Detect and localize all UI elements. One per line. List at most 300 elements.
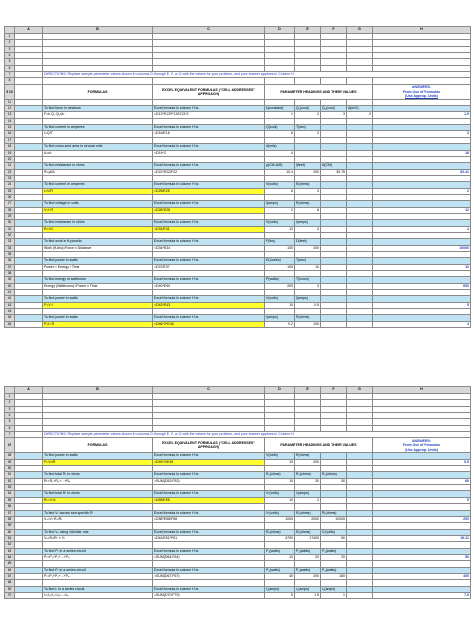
- formula-cell[interactable]: Power = Energy / Time: [43, 264, 153, 270]
- row-number[interactable]: 8: [5, 78, 15, 84]
- row-number[interactable]: 16: [5, 131, 15, 137]
- param-d[interactable]: 12: [265, 226, 295, 232]
- param-f[interactable]: 10000: [321, 516, 347, 522]
- row-number[interactable]: 69: [5, 586, 15, 592]
- row-number[interactable]: 18: [5, 144, 15, 150]
- column-header-b[interactable]: B: [43, 27, 153, 34]
- row-number[interactable]: 41: [5, 290, 15, 296]
- excel-formula-cell[interactable]: =D22*E22/F22: [153, 169, 265, 175]
- column-header-a[interactable]: A: [15, 387, 43, 394]
- row-number[interactable]: 6: [5, 425, 15, 431]
- param-e[interactable]: l(feet): [295, 163, 321, 169]
- param-d[interactable]: F(lbs): [265, 239, 295, 245]
- param-d[interactable]: 4700: [265, 535, 295, 541]
- excel-note[interactable]: Excel formula in column H is:: [153, 529, 265, 535]
- formula-cell[interactable]: Vₓ=Vₜ·Rₓ/Rₜ: [43, 516, 153, 522]
- row-number[interactable]: 55: [5, 497, 15, 503]
- task-description[interactable]: To find total Rₜ in ohms: [43, 491, 153, 497]
- row-number[interactable]: 47: [5, 438, 15, 453]
- param-e[interactable]: 2: [295, 131, 321, 137]
- task-description[interactable]: To find total Rₜ in ohms: [43, 472, 153, 478]
- row-number[interactable]: 17: [5, 137, 15, 143]
- formula-cell[interactable]: A=d²: [43, 150, 153, 156]
- column-header-c[interactable]: C: [153, 387, 265, 394]
- param-d[interactable]: V(volts): [265, 453, 295, 459]
- param-e[interactable]: I₂(amps): [295, 586, 321, 592]
- row-number[interactable]: 1: [5, 34, 15, 40]
- excel-formula-cell[interactable]: =D16/E16: [153, 131, 265, 137]
- column-header-row: [5, 27, 471, 34]
- row-number[interactable]: 34: [5, 245, 15, 251]
- row-number[interactable]: 51: [5, 472, 15, 478]
- excel-formula-cell[interactable]: =SUM(D64:F64): [153, 554, 265, 560]
- formula-value-row: [5, 321, 471, 327]
- param-f[interactable]: P₃(watts): [321, 567, 347, 573]
- param-d[interactable]: 100: [265, 264, 295, 270]
- answer-value[interactable]: 400: [373, 573, 471, 579]
- row-number[interactable]: 9 10: [5, 84, 15, 99]
- excel-formula-cell[interactable]: =D40*E40: [153, 283, 265, 289]
- param-f[interactable]: A(CM): [321, 163, 347, 169]
- excel-note[interactable]: Excel formula in column H is:: [153, 258, 265, 264]
- param-d[interactable]: Vₜ(volts): [265, 510, 295, 516]
- excel-note[interactable]: Excel formula in column H is:: [153, 163, 265, 169]
- row-number[interactable]: 27: [5, 201, 15, 207]
- param-e[interactable]: Rₓ(ohms): [295, 510, 321, 516]
- column-header-d[interactable]: D: [265, 27, 295, 34]
- column-header-h[interactable]: H: [373, 387, 471, 394]
- answer-value[interactable]: 200: [373, 516, 471, 522]
- excel-formula-cell[interactable]: =D43*E43: [153, 302, 265, 308]
- excel-note[interactable]: Excel formula in column H is:: [153, 182, 265, 188]
- param-e[interactable]: D(feet): [295, 239, 321, 245]
- param-e[interactable]: I(amps): [295, 296, 321, 302]
- param-e[interactable]: 6: [295, 207, 321, 213]
- formula-cell[interactable]: Work (ft-lbs)=Force x Distance: [43, 245, 153, 251]
- param-d[interactable]: 1: [265, 112, 295, 118]
- answer-value[interactable]: 3: [373, 131, 471, 137]
- param-d[interactable]: 10: [265, 302, 295, 308]
- row-number[interactable]: 29: [5, 213, 15, 219]
- excel-formula-cell[interactable]: =D61/E61*F61: [153, 535, 265, 541]
- row-number[interactable]: 42: [5, 296, 15, 302]
- row-number[interactable]: 36: [5, 258, 15, 264]
- answer-value[interactable]: 600: [373, 283, 471, 289]
- excel-note[interactable]: Excel formula in column H is:: [153, 472, 265, 478]
- row-number[interactable]: 43: [5, 302, 15, 308]
- row-number[interactable]: 32: [5, 232, 15, 238]
- param-e[interactable]: 2: [295, 112, 321, 118]
- param-e[interactable]: P₂(watts): [295, 548, 321, 554]
- task-description[interactable]: To find Pₜ in a series circuit: [43, 567, 153, 573]
- row-number[interactable]: 26: [5, 194, 15, 200]
- row-number[interactable]: 33: [5, 239, 15, 245]
- param-e[interactable]: P₂(watts): [295, 567, 321, 573]
- excel-note[interactable]: Excel formula in column H is:: [153, 201, 265, 207]
- column-header-d[interactable]: D: [265, 387, 295, 394]
- row-number[interactable]: 6: [5, 65, 15, 71]
- excel-heading: EXCEL EQUIVALENT FORMULAS ("CELL ADDRESSES" APPROACH): [153, 438, 265, 453]
- row-number[interactable]: 70: [5, 592, 15, 598]
- row-number[interactable]: 15: [5, 125, 15, 131]
- excel-note[interactable]: Excel formula in column H is:: [153, 586, 265, 592]
- param-d[interactable]: 10: [265, 554, 295, 560]
- formula-cell[interactable]: R=ρl/A: [43, 169, 153, 175]
- excel-formula-cell[interactable]: =D13*E13*F13/G13^2: [153, 112, 265, 118]
- row-number[interactable]: 3: [5, 406, 15, 412]
- param-f[interactable]: 30: [321, 478, 347, 484]
- excel-note[interactable]: Excel formula in column H is:: [153, 239, 265, 245]
- param-e[interactable]: T(sec): [295, 258, 321, 264]
- excel-formula-cell[interactable]: =SUM(D67:F67): [153, 573, 265, 579]
- empty-cell[interactable]: [15, 84, 43, 99]
- param-d[interactable]: 0.2: [265, 321, 295, 327]
- column-header-g[interactable]: G: [347, 387, 373, 394]
- task-description[interactable]: To find current in amperes: [43, 125, 153, 131]
- excel-formula-cell[interactable]: =D55/E55: [153, 497, 265, 503]
- answer-value[interactable]: 7.5: [373, 592, 471, 598]
- row-number[interactable]: 1: [5, 394, 15, 400]
- excel-note[interactable]: Excel formula in column H is:: [153, 125, 265, 131]
- row-number[interactable]: 46: [5, 321, 15, 327]
- param-d[interactable]: 10: [265, 459, 295, 465]
- formula-cell[interactable]: Pₜ=P₁+P₂+...+Pₙ: [43, 554, 153, 560]
- param-d[interactable]: 10: [265, 478, 295, 484]
- task-description[interactable]: To find current in amperes: [43, 182, 153, 188]
- answer-value[interactable]: 4: [373, 321, 471, 327]
- excel-note[interactable]: Excel formula in column H is:: [153, 510, 265, 516]
- param-e[interactable]: 3: [295, 188, 321, 194]
- row-number[interactable]: 35: [5, 252, 15, 258]
- column-header-e[interactable]: E: [295, 27, 321, 34]
- row-number[interactable]: 22: [5, 169, 15, 175]
- param-f[interactable]: R₃(ohms): [321, 472, 347, 478]
- row-number[interactable]: 45: [5, 315, 15, 321]
- row-number[interactable]: 48: [5, 453, 15, 459]
- param-e[interactable]: 3: [295, 226, 321, 232]
- param-d[interactable]: 6: [265, 188, 295, 194]
- row-number[interactable]: 20: [5, 156, 15, 162]
- param-d[interactable]: R₁(ohms): [265, 472, 295, 478]
- param-e[interactable]: 20: [295, 554, 321, 560]
- row-number[interactable]: 64: [5, 554, 15, 560]
- param-e[interactable]: 2000: [295, 516, 321, 522]
- formula-cell[interactable]: Pₜ=P₁+P₂+...+Pₙ: [43, 573, 153, 579]
- param-d[interactable]: 2: [265, 207, 295, 213]
- row-number[interactable]: 28: [5, 207, 15, 213]
- empty-cell[interactable]: [15, 438, 43, 453]
- param-f[interactable]: 3: [321, 112, 347, 118]
- param-f[interactable]: P₃(watts): [321, 548, 347, 554]
- task-description[interactable]: To find Iₜ in a series circuit: [43, 586, 153, 592]
- param-e[interactable]: 20: [295, 478, 321, 484]
- param-d[interactable]: 40: [265, 573, 295, 579]
- answer-value[interactable]: 2: [373, 188, 471, 194]
- param-d[interactable]: P(watts): [265, 277, 295, 283]
- row-number[interactable]: 5: [5, 419, 15, 425]
- task-description[interactable]: To find power in watts: [43, 296, 153, 302]
- row-number[interactable]: 60: [5, 529, 15, 535]
- task-description[interactable]: To find resistance in ohms: [43, 220, 153, 226]
- param-e[interactable]: 100: [295, 245, 321, 251]
- task-description[interactable]: To find Vₓ using Vdivider rule: [43, 529, 153, 535]
- excel-formula-cell[interactable]: =D25/E25: [153, 188, 265, 194]
- task-description[interactable]: To find energy in watthours: [43, 277, 153, 283]
- row-number[interactable]: 61: [5, 535, 15, 541]
- param-d[interactable]: Vₜ(volts): [265, 491, 295, 497]
- answer-value[interactable]: 1.5: [373, 112, 471, 118]
- param-f[interactable]: 160: [321, 573, 347, 579]
- answer-value[interactable]: 16: [373, 150, 471, 156]
- param-f[interactable]: 1: [321, 592, 347, 598]
- row-number[interactable]: 54: [5, 491, 15, 497]
- param-d[interactable]: Rₓ(ohms): [265, 529, 295, 535]
- row-number[interactable]: 31: [5, 226, 15, 232]
- row-number[interactable]: 24: [5, 182, 15, 188]
- param-e[interactable]: T(sec): [295, 125, 321, 131]
- excel-note[interactable]: Excel formula in column H is:: [153, 567, 265, 573]
- param-d[interactable]: ρ(CM-Ω/ft): [265, 163, 295, 169]
- excel-note[interactable]: Excel formula in column H is:: [153, 277, 265, 283]
- param-d[interactable]: V(volts): [265, 296, 295, 302]
- answer-value[interactable]: 60: [373, 478, 471, 484]
- row-number[interactable]: 21: [5, 163, 15, 169]
- row-number[interactable]: 56: [5, 504, 15, 510]
- task-description[interactable]: To find Vₜ across sea specific R: [43, 510, 153, 516]
- param-d[interactable]: 1000: [265, 516, 295, 522]
- task-description[interactable]: To find voltage in volts: [43, 201, 153, 207]
- formula-cell[interactable]: Rₜ=R₁+R₂+...+Rₙ: [43, 478, 153, 484]
- excel-formula-cell[interactable]: =D49^2/E49: [153, 459, 265, 465]
- row-number[interactable]: 59: [5, 523, 15, 529]
- excel-formula-cell[interactable]: =D34*E34: [153, 245, 265, 251]
- excel-formula-cell[interactable]: =D37/E37: [153, 264, 265, 270]
- row-number[interactable]: 53: [5, 485, 15, 491]
- column-header-g[interactable]: G: [347, 27, 373, 34]
- column-header-c[interactable]: C: [153, 27, 265, 34]
- row-number[interactable]: 3: [5, 46, 15, 52]
- row-number[interactable]: 7: [5, 72, 15, 78]
- param-g[interactable]: [347, 592, 373, 598]
- excel-note[interactable]: Excel formula in column H is:: [153, 144, 265, 150]
- headings-row: [5, 84, 471, 99]
- param-d[interactable]: P₁(watts): [265, 567, 295, 573]
- param-d[interactable]: E(Joules): [265, 258, 295, 264]
- answer-value[interactable]: 12: [373, 207, 471, 213]
- formula-cell[interactable]: I=Q/T: [43, 131, 153, 137]
- param-e[interactable]: R(ohms): [295, 315, 321, 321]
- param-d[interactable]: d(mils): [265, 144, 295, 150]
- excel-formula-cell[interactable]: =SUM(D70:F70): [153, 592, 265, 598]
- row-number[interactable]: 12: [5, 106, 15, 112]
- row-number[interactable]: 30: [5, 220, 15, 226]
- empty-cell[interactable]: [15, 592, 43, 598]
- param-f[interactable]: Vₜ(volts): [321, 529, 347, 535]
- row-number[interactable]: 2: [5, 400, 15, 406]
- formula-cell[interactable]: Energy (Watthours)=Power x Time: [43, 283, 153, 289]
- param-e[interactable]: I(amps): [295, 220, 321, 226]
- param-f[interactable]: Q₂(coul): [321, 106, 347, 112]
- column-header-f[interactable]: F: [321, 387, 347, 394]
- excel-note[interactable]: Excel formula in column H is:: [153, 491, 265, 497]
- row-number[interactable]: 44: [5, 309, 15, 315]
- param-f[interactable]: [321, 321, 347, 327]
- excel-note[interactable]: Excel formula in column H is:: [153, 106, 265, 112]
- formula-cell[interactable]: F=k·Q₁·Q₂/d²: [43, 112, 153, 118]
- row-number[interactable]: 25: [5, 188, 15, 194]
- row-number[interactable]: 52: [5, 478, 15, 484]
- param-g[interactable]: d(m/V): [347, 106, 373, 112]
- answer-value[interactable]: 4: [373, 226, 471, 232]
- row-number[interactable]: 7: [5, 432, 15, 438]
- task-description[interactable]: To find power in watts: [43, 258, 153, 264]
- param-d[interactable]: 6: [265, 131, 295, 137]
- param-e[interactable]: 200: [295, 169, 321, 175]
- param-e[interactable]: 200: [295, 573, 321, 579]
- column-header-e[interactable]: E: [295, 387, 321, 394]
- formula-cell[interactable]: R=V/I: [43, 226, 153, 232]
- excel-formula-cell[interactable]: =D31/E31: [153, 226, 265, 232]
- param-f[interactable]: 20: [321, 554, 347, 560]
- excel-formula-cell[interactable]: =D28*E28: [153, 207, 265, 213]
- formula-cell[interactable]: Vₓ=Rₓ/Rₜ × Vₜ: [43, 535, 153, 541]
- row-number[interactable]: 13: [5, 112, 15, 118]
- answer-value[interactable]: 5: [373, 497, 471, 503]
- param-e[interactable]: Q₁(coul): [295, 106, 321, 112]
- param-e[interactable]: R(ohms): [295, 453, 321, 459]
- column-header-h[interactable]: H: [373, 27, 471, 34]
- param-e[interactable]: 100: [295, 321, 321, 327]
- excel-note[interactable]: Excel formula in column H is:: [153, 220, 265, 226]
- param-e[interactable]: Rₜ(ohms): [295, 529, 321, 535]
- formula-cell[interactable]: Rₜ=Vₜ/Iₜ: [43, 497, 153, 503]
- answer-value[interactable]: 10000: [373, 245, 471, 251]
- task-description[interactable]: To find power in watts: [43, 315, 153, 321]
- empty-cell[interactable]: [15, 321, 43, 327]
- row-number[interactable]: 23: [5, 175, 15, 181]
- excel-note[interactable]: Excel formula in column H is:: [153, 296, 265, 302]
- row-number[interactable]: 68: [5, 580, 15, 586]
- param-d[interactable]: 10.4: [265, 169, 295, 175]
- formula-cell[interactable]: I=V/R: [43, 188, 153, 194]
- param-e[interactable]: 0.5: [295, 302, 321, 308]
- formula-cell[interactable]: V=I·R: [43, 207, 153, 213]
- excel-note[interactable]: Excel formula in column H is:: [153, 548, 265, 554]
- excel-formula-cell[interactable]: =D46^2*E46: [153, 321, 265, 327]
- param-d[interactable]: P₁(watts): [265, 548, 295, 554]
- row-number[interactable]: 14: [5, 118, 15, 124]
- row-number[interactable]: 63: [5, 548, 15, 554]
- param-d[interactable]: Q(coul): [265, 125, 295, 131]
- formula-cell[interactable]: P=I²·R: [43, 321, 153, 327]
- param-e[interactable]: R(ohms): [295, 201, 321, 207]
- excel-note[interactable]: Excel formula in column H is:: [153, 453, 265, 459]
- param-e[interactable]: 2: [295, 497, 321, 503]
- param-g[interactable]: [347, 321, 373, 327]
- param-e[interactable]: 1.5: [295, 592, 321, 598]
- column-header-a[interactable]: A: [15, 27, 43, 34]
- param-d[interactable]: 100: [265, 245, 295, 251]
- row-number[interactable]: 67: [5, 573, 15, 579]
- param-e[interactable]: R(ohms): [295, 182, 321, 188]
- param-e[interactable]: R₂(ohms): [295, 472, 321, 478]
- row-number[interactable]: 40: [5, 283, 15, 289]
- row-number[interactable]: 49: [5, 459, 15, 465]
- row-number[interactable]: 19: [5, 150, 15, 156]
- row-number[interactable]: 65: [5, 561, 15, 567]
- row-number[interactable]: 57: [5, 510, 15, 516]
- task-description[interactable]: To find work in ft-pounds: [43, 239, 153, 245]
- param-d[interactable]: 10: [265, 497, 295, 503]
- param-f[interactable]: 60: [321, 535, 347, 541]
- answer-value[interactable]: 10: [373, 264, 471, 270]
- task-description[interactable]: To find power in watts: [43, 453, 153, 459]
- row-number[interactable]: 38: [5, 271, 15, 277]
- answer-value[interactable]: 16.21: [373, 535, 471, 541]
- column-header-f[interactable]: F: [321, 27, 347, 34]
- task-description[interactable]: To find resistance in ohms: [43, 163, 153, 169]
- task-description[interactable]: To find Pₜ in a series circuit: [43, 548, 153, 554]
- param-f[interactable]: 39.75: [321, 169, 347, 175]
- param-f[interactable]: I₃(amps): [321, 586, 347, 592]
- row-number[interactable]: 2: [5, 40, 15, 46]
- param-d[interactable]: V(volts): [265, 220, 295, 226]
- row-number[interactable]: 62: [5, 542, 15, 548]
- answer-value[interactable]: 5: [373, 302, 471, 308]
- param-d[interactable]: k(constant): [265, 106, 295, 112]
- answer-value[interactable]: 52.41: [373, 169, 471, 175]
- task-description[interactable]: To find force in newtons: [43, 106, 153, 112]
- row-number[interactable]: 5: [5, 59, 15, 65]
- excel-note[interactable]: Excel formula in column H is:: [153, 315, 265, 321]
- param-f[interactable]: Rₜ(ohms): [321, 510, 347, 516]
- excel-formula-cell[interactable]: =D58*E58/F58: [153, 516, 265, 522]
- param-d[interactable]: I(amps): [265, 201, 295, 207]
- excel-heading: EXCEL EQUIVALENT FORMULAS ("CELL ADDRESSES" APPROACH): [153, 84, 265, 99]
- column-header-b[interactable]: B: [43, 387, 153, 394]
- row-number[interactable]: 58: [5, 516, 15, 522]
- answer-value[interactable]: 50: [373, 554, 471, 560]
- row-number[interactable]: 66: [5, 567, 15, 573]
- param-e[interactable]: 10: [295, 264, 321, 270]
- excel-formula-cell[interactable]: =D19^2: [153, 150, 265, 156]
- task-description[interactable]: To find cross-sect area in circular mils: [43, 144, 153, 150]
- param-d[interactable]: I₁(amps): [265, 586, 295, 592]
- formula-cell[interactable]: P=V²/R: [43, 459, 153, 465]
- row-number[interactable]: 11: [5, 99, 15, 105]
- param-e[interactable]: 17400: [295, 535, 321, 541]
- row-number[interactable]: 39: [5, 277, 15, 283]
- param-e[interactable]: 200: [295, 459, 321, 465]
- row-number[interactable]: 4: [5, 53, 15, 59]
- answer-value[interactable]: 0.5: [373, 459, 471, 465]
- param-d[interactable]: 4: [265, 150, 295, 156]
- row-number[interactable]: 4: [5, 413, 15, 419]
- formula-cell[interactable]: Iₜ=I₁=I₂=I₃=...=Iₙ: [43, 592, 153, 598]
- param-e[interactable]: Iₜ(amps): [295, 491, 321, 497]
- param-e[interactable]: 3: [295, 283, 321, 289]
- param-d[interactable]: V(volts): [265, 182, 295, 188]
- param-g[interactable]: 2: [347, 112, 373, 118]
- param-d[interactable]: 5: [265, 592, 295, 598]
- param-e[interactable]: T(hours): [295, 277, 321, 283]
- formula-cell[interactable]: P=V·I: [43, 302, 153, 308]
- row-number[interactable]: 50: [5, 466, 15, 472]
- row-number[interactable]: 37: [5, 264, 15, 270]
- excel-formula-cell[interactable]: =SUM(D52:F52): [153, 478, 265, 484]
- param-d[interactable]: I(amps): [265, 315, 295, 321]
- param-d[interactable]: 200: [265, 283, 295, 289]
